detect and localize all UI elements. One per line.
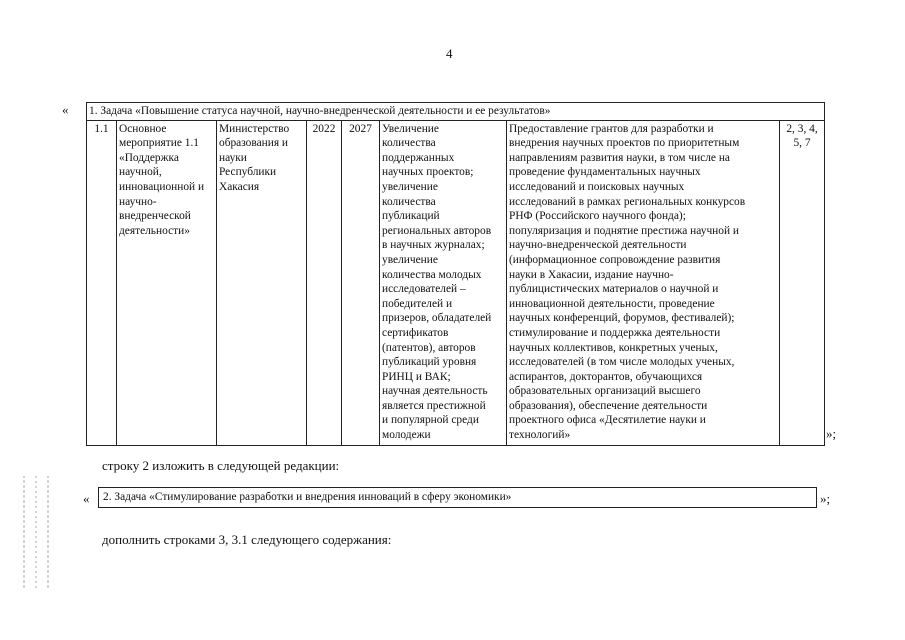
- task-2-box: [98, 487, 817, 508]
- opening-quote-2: «: [83, 491, 90, 506]
- registration-stamp: [14, 472, 56, 592]
- measures-table: [86, 102, 825, 446]
- task-header: 1. Задача «Повышение статуса научной, научно-внедренческой деятельности и ее результатов»: [87, 103, 825, 121]
- linked-indicators: 2, 3, 4, 5, 7: [780, 120, 825, 445]
- page-number: 4: [446, 46, 453, 61]
- year-end: 2027: [342, 120, 380, 445]
- closing-quote: »;: [826, 426, 837, 441]
- executor: Министерство образования и науки Республики Хакасия: [217, 120, 307, 445]
- measure-name: Основное мероприятие 1.1 «Поддержка научной, инновационной и научно- внедренческой деятельности»: [117, 120, 217, 445]
- stamp-lines: [14, 472, 56, 592]
- table-row: [87, 120, 825, 445]
- description: Предоставление грантов для разработки и внедрения научных проектов по приоритетным направлениям развития науки, в том числе на проведение фундаментальных научных исследований и поисковых научных исследований в рамках региональных конкурсов РНФ (Российского научного фонда); популяризация и поднятие престижа научной и научно-внедренческой деятельности (информационное сопровождение развития науки в Хакасии, издание научно- публицистических материалов о научной и инновационной деятельности, проведение научных конференций, форумов, фестивалей); стимулирование и поддержка деятельности научных коллективов, конкретных ученых, исследователей (в том числе молодых ученых, аспирантов, докторантов, обучающихся образовательных организаций высшего образования), обеспечение деятельности проектного офиса «Десятилетие науки и технологий»: [507, 120, 780, 445]
- instruction-text-2: дополнить строками 3, 3.1 следующего содержания:: [102, 532, 392, 547]
- task-2-text: 2. Задача «Стимулирование разработки и внедрения инноваций в сферу экономики»: [103, 491, 512, 503]
- row-number: 1.1: [87, 120, 117, 445]
- task-header-row: [87, 103, 825, 121]
- instruction-text-1: строку 2 изложить в следующей редакции:: [102, 458, 340, 473]
- year-start: 2022: [307, 120, 342, 445]
- opening-quote: «: [62, 102, 69, 117]
- closing-quote-2: »;: [820, 491, 831, 506]
- expected-result: Увеличение количества поддержанных научных проектов; увеличение количества публикаций региональных авторов в научных журналах; увеличение количества молодых исследователей – победителей и призеров, обладателей сертификатов (патентов), авторов публикаций уровня РИНЦ и ВАК; научная деятельность является престижной и популярной среди молодежи: [380, 120, 507, 445]
